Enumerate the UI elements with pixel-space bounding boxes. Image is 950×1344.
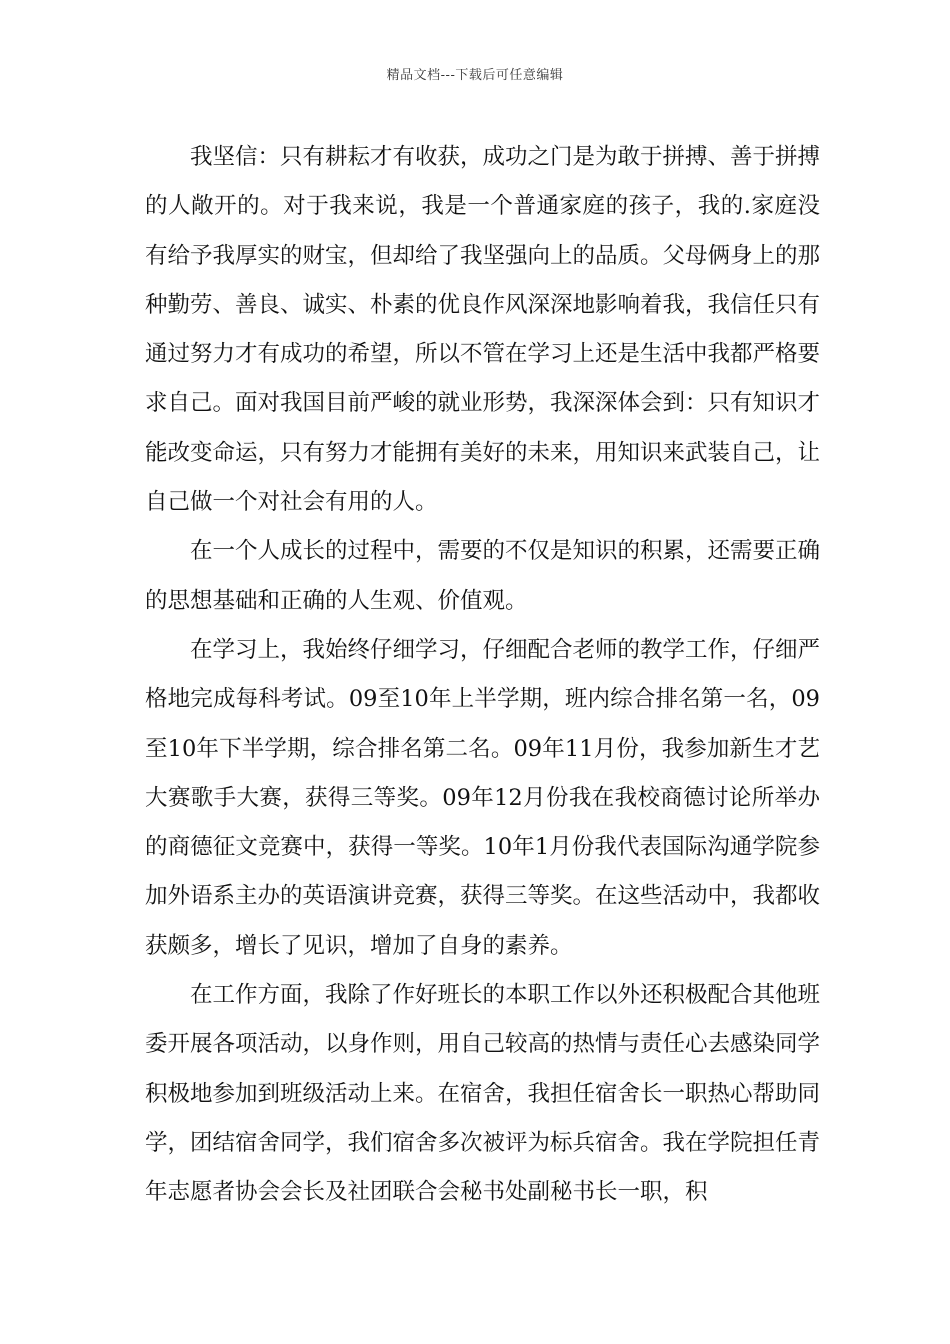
paragraph-belief: 我坚信：只有耕耘才有收获，成功之门是为敢于拼搏、善于拼搏的人敞开的。对于我来说，我是一个普通家庭的孩子，我的.家庭没有给予我厚实的财宝，但却给了我坚强向上的品质。父母俩身上的那种勤劳、善良、诚实、朴素的优良作风深深地影响着我，我信任只有通过努力才有成功的希望，所以不管在学习上还是生活中我都严格要求自己。面对我国目前严峻的就业形势，我深深体会到：只有知识才能改变命运，只有努力才能拥有美好的未来，用知识来武装自己，让自己做一个对社会有用的人。: [145, 144, 821, 516]
document-body: [145, 133, 820, 1218]
paragraph-growth: 在一个人成长的过程中，需要的不仅是知识的积累，还需要正确的思想基础和正确的人生观、价值观。: [145, 538, 821, 614]
page-header: 精品文档---下载后可任意编辑: [386, 68, 564, 83]
paragraph-work: 在工作方面，我除了作好班长的本职工作以外还积极配合其他班委开展各项活动，以身作则，用自己较高的热情与责任心去感染同学积极地参加到班级活动上来。在宿舍，我担任宿舍长一职热心帮助同学，团结宿舍同学，我们宿舍多次被评为标兵宿舍。我在学院担任青年志愿者协会会长及社团联合会秘书处副秘书长一职，积: [145, 982, 821, 1206]
paragraph-study: 在学习上，我始终仔细学习，仔细配合老师的教学工作，仔细严格地完成每科考试。09至10年上半学期，班内综合排名第一名，09至10年下半学期，综合排名第二名。09年11月份，我参加新生才艺大赛歌手大赛，获得三等奖。09年12月份我在我校商德讨论所举办的商德征文竞赛中，获得一等奖。10年1月份我代表国际沟通学院参加外语系主办的英语演讲竞赛，获得三等奖。在这些活动中，我都收获颇多，增长了见识，增加了自身的素养。: [145, 636, 821, 959]
